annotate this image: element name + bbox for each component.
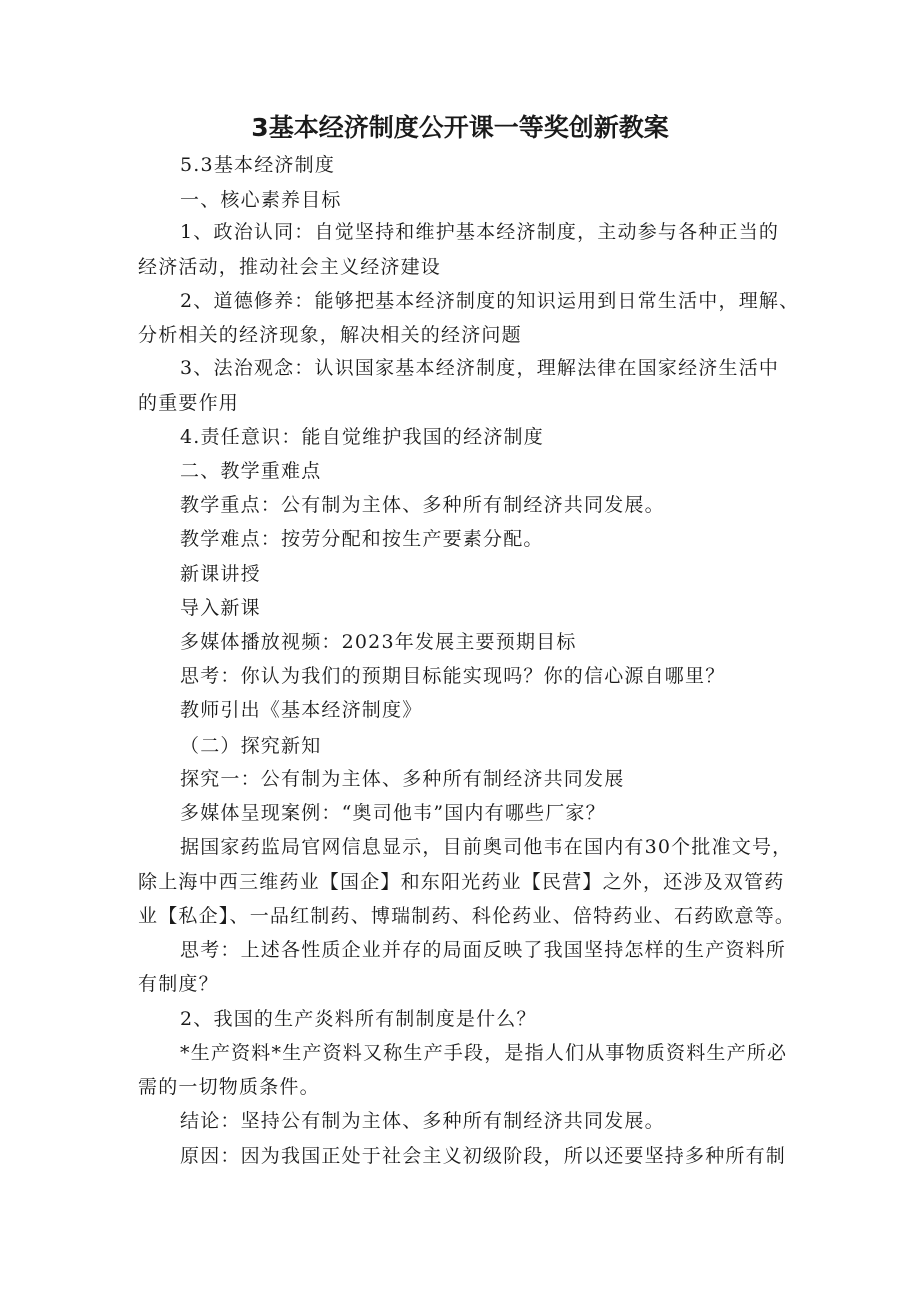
text-line: 一、核心素养目标 xyxy=(180,189,342,211)
text-line: 思考：你认为我们的预期目标能实现吗？你的信心源自哪里？ xyxy=(180,665,726,687)
document-title: 3基本经济制度公开课一等奖创新教案 xyxy=(251,113,669,142)
text-line: 2、我国的生产炎料所有制制度是什么？ xyxy=(180,1008,537,1030)
text-line: 多媒体呈现案例：“奥司他韦”国内有哪些厂家？ xyxy=(180,802,606,824)
text-line: 1、政治认同：自觉坚持和维护基本经济制度，主动参与各种正当的 xyxy=(180,221,780,243)
text-line: 教学难点：按劳分配和按生产要素分配。 xyxy=(180,528,544,550)
text-line: 教学重点：公有制为主体、多种所有制经济共同发展。 xyxy=(180,494,665,516)
text-line: 的重要作用 xyxy=(138,392,240,414)
text-line: 新课讲授 xyxy=(180,563,261,585)
text-line: 4.责任意识：能自觉维护我国的经济制度 xyxy=(180,426,544,448)
text-line: *生产资料*生产资料又称生产手段，是指人们从事物质资料生产所必 xyxy=(180,1042,788,1064)
text-line: 业【私企】、一品红制药、博瑞制药、科伦药业、倍特药业、石药欧意等。 xyxy=(138,905,796,927)
text-line: 有制度？ xyxy=(138,973,219,995)
text-line: 二、教学重难点 xyxy=(180,460,322,482)
text-line: 据国家药监局官网信息显示，目前奥司他韦在国内有30个批准文号， xyxy=(180,836,793,858)
text-line: 多媒体播放视频：2023年发展主要预期目标 xyxy=(180,631,577,653)
text-line: 分析相关的经济现象，解决相关的经济问题 xyxy=(138,324,522,346)
text-line: 教师引出《基本经济制度》 xyxy=(180,699,423,721)
text-line: 结论：坚持公有制为主体、多种所有制经济共同发展。 xyxy=(180,1110,665,1132)
text-line: 经济活动，推动社会主义经济建设 xyxy=(138,256,442,278)
text-line: 除上海中西三维药业【国企】和东阳光药业【民营】之外，还涉及双管药 xyxy=(138,871,785,893)
text-line: 2、道德修养：能够把基本经济制度的知识运用到日常生活中，理解、 xyxy=(180,290,800,312)
text-line: 探究一：公有制为主体、多种所有制经济共同发展 xyxy=(180,768,625,790)
text-line: 5.3基本经济制度 xyxy=(180,154,336,176)
text-line: 导入新课 xyxy=(180,597,261,619)
text-line: （二）探究新知 xyxy=(180,735,322,757)
text-line: 3、法治观念：认识国家基本经济制度，理解法律在国家经济生活中 xyxy=(180,357,780,379)
text-line: 思考：上述各性质企业并存的局面反映了我国坚持怎样的生产资料所 xyxy=(180,939,787,961)
text-line: 需的一切物质条件。 xyxy=(138,1076,320,1098)
text-line: 原因：因为我国正处于社会主义初级阶段，所以还要坚持多种所有制 xyxy=(180,1145,787,1167)
